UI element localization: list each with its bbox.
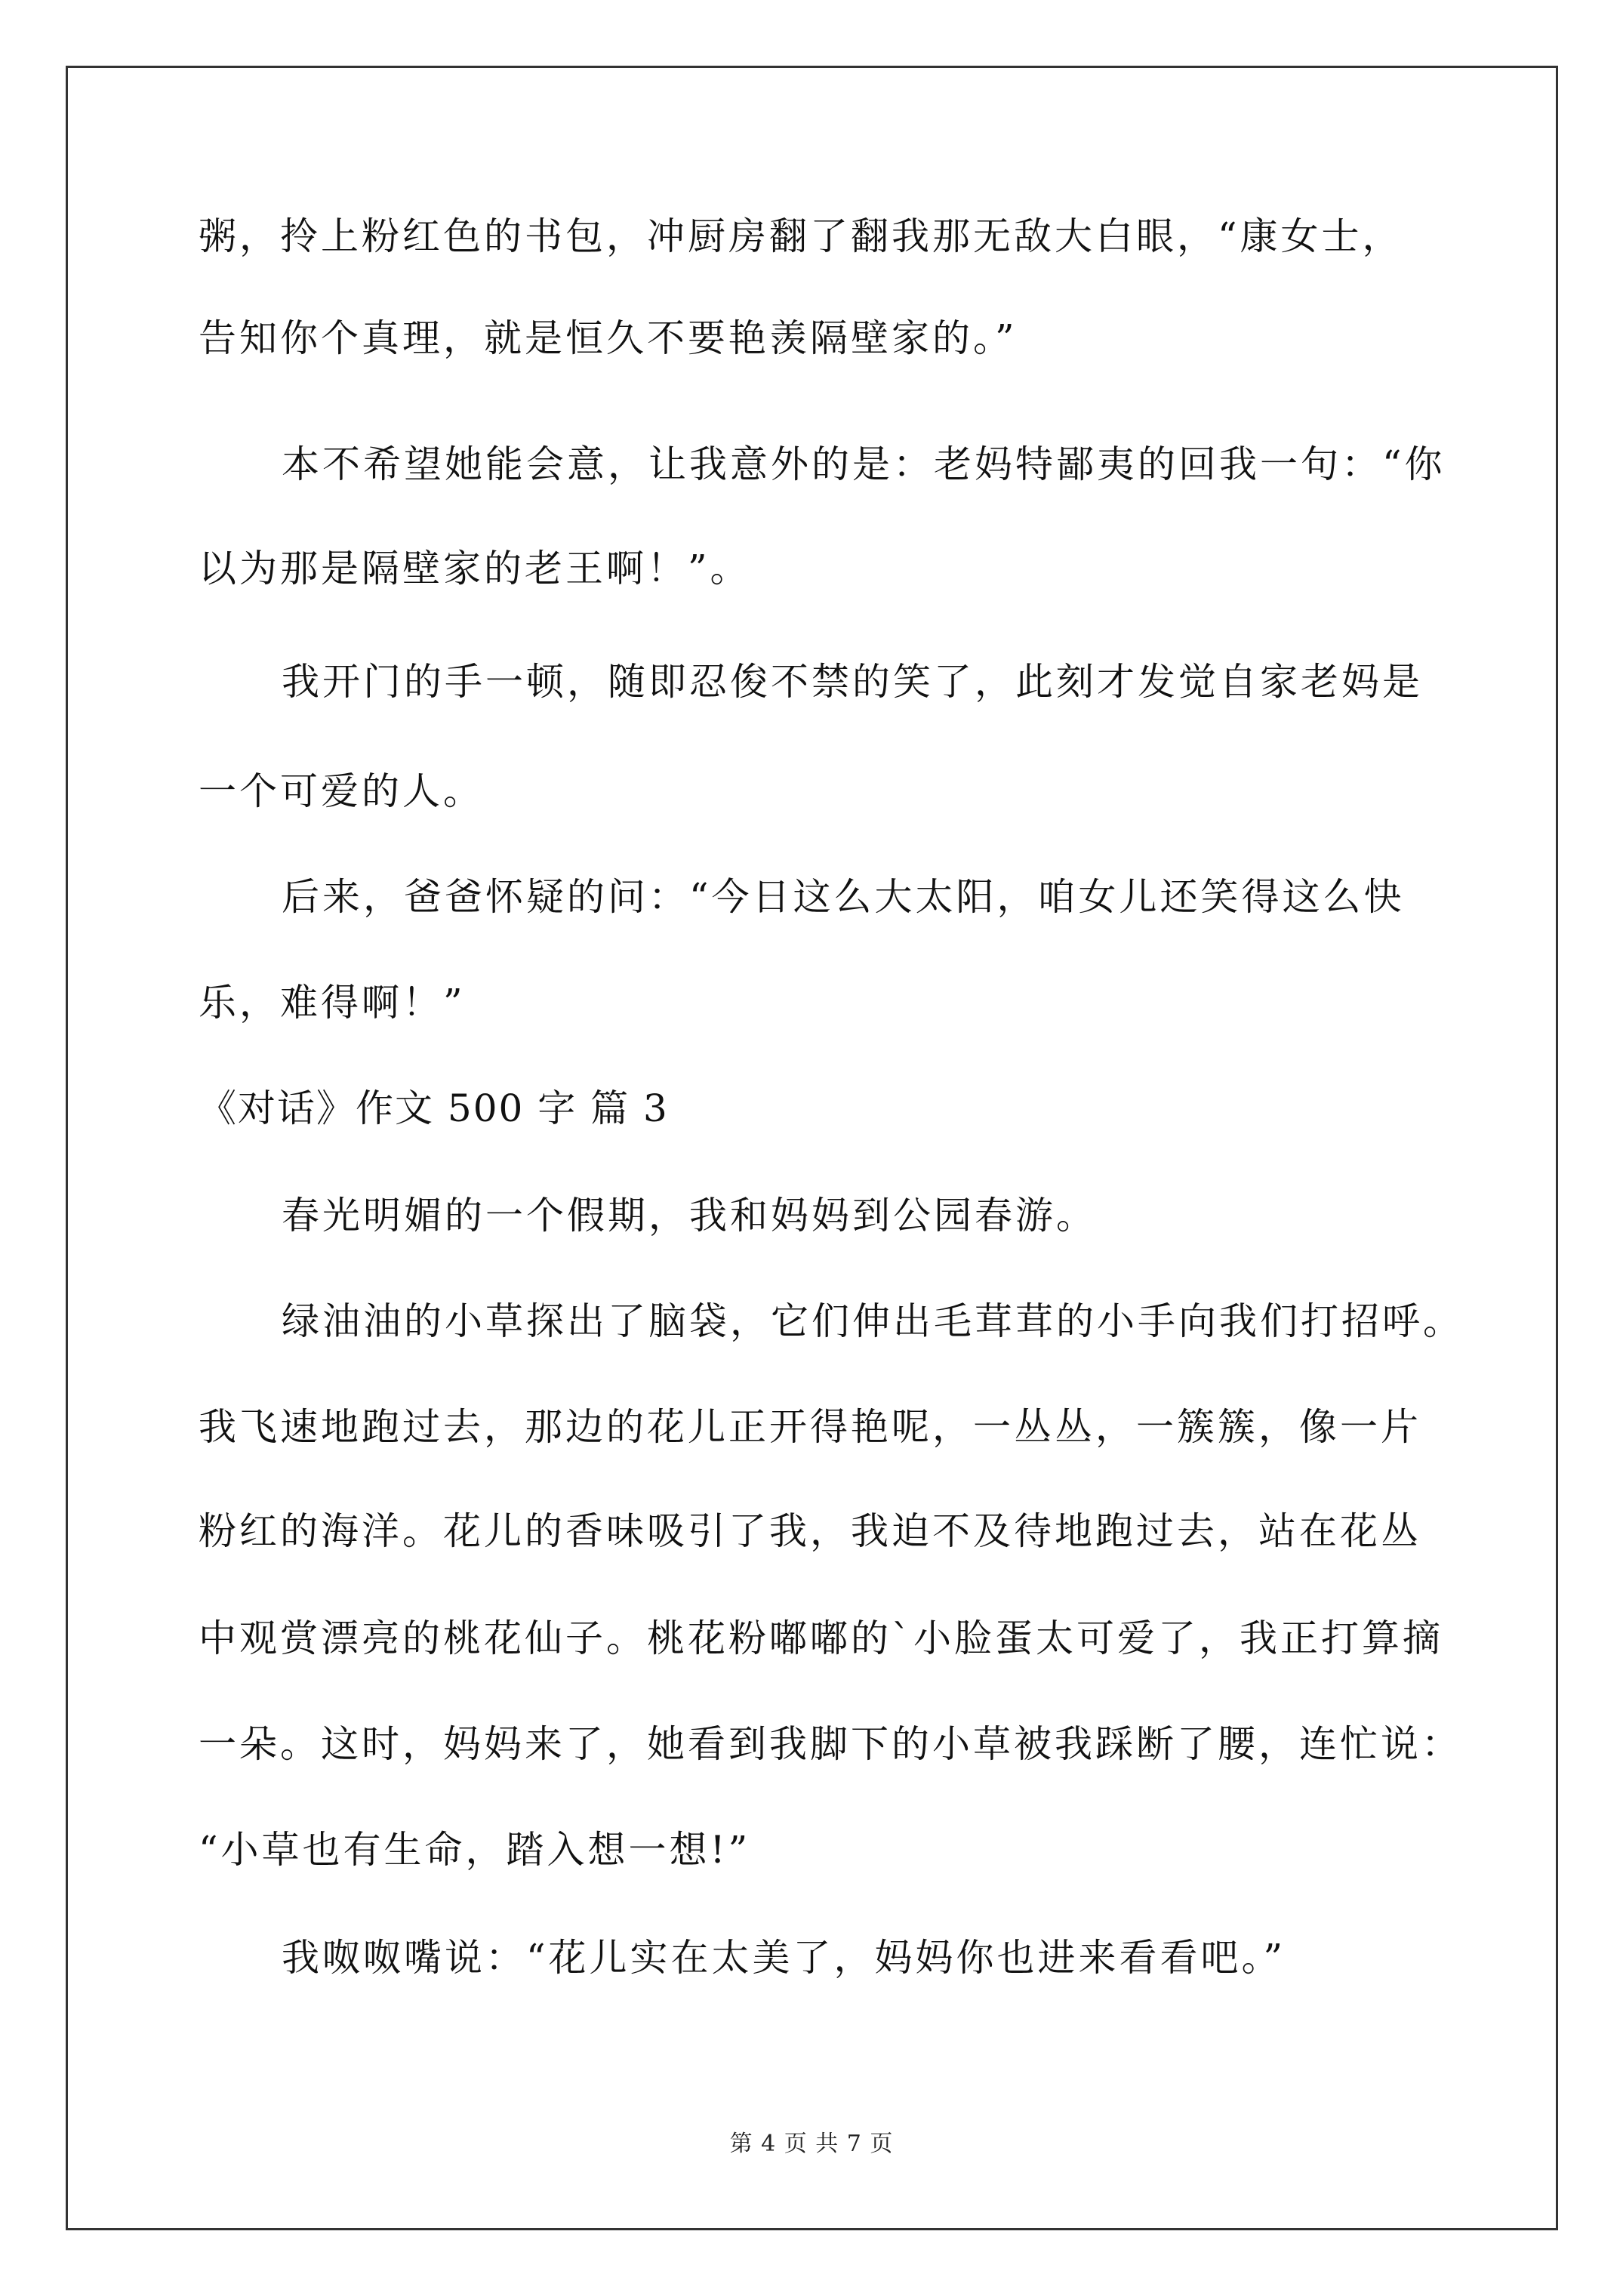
text-line: 我飞速地跑过去，那边的花儿正开得艳呢，一丛丛，一簇簇，像一片 <box>199 1405 1421 1449</box>
paragraph-start-line: 春光明媚的一个假期，我和妈妈到公园春游。 <box>282 1194 1097 1237</box>
paragraph-start-line: 我开门的手一顿，随即忍俊不禁的笑了，此刻才发觉自家老妈是 <box>282 660 1423 704</box>
page-border <box>66 66 1558 2230</box>
text-line: 以为那是隔壁家的老王啊！”。 <box>199 547 751 590</box>
text-line: 一朵。这时，妈妈来了，她看到我脚下的小草被我踩断了腰，连忙说： <box>199 1722 1462 1766</box>
paragraph-start-line: 我呶呶嘴说：“花儿实在太美了，妈妈你也进来看看吧。” <box>282 1936 1286 1980</box>
section-heading: 《对话》作文 500 字 篇 3 <box>199 1086 669 1130</box>
text-line: 告知你个真理，就是恒久不要艳羡隔壁家的。” <box>199 316 1018 360</box>
text-line: 乐，难得啊！” <box>199 981 466 1025</box>
text-line: 中观赏漂亮的桃花仙子。桃花粉嘟嘟的`小脸蛋太可爱了，我正打算摘 <box>199 1616 1443 1660</box>
page-number-footer: 第 4 页 共 7 页 <box>729 2131 894 2157</box>
text-line: 粉红的海洋。花儿的香味吸引了我，我迫不及待地跑过去，站在花丛 <box>199 1509 1421 1553</box>
text-line: 一个可爱的人。 <box>199 769 484 813</box>
paragraph-start-line: 绿油油的小草探出了脑袋，它们伸出毛茸茸的小手向我们打招呼。 <box>282 1299 1464 1343</box>
paragraph-start-line: 后来，爸爸怀疑的问：“今日这么大太阳，咱女儿还笑得这么快 <box>282 875 1405 919</box>
text-line: 粥，拎上粉红色的书包，冲厨房翻了翻我那无敌大白眼，“康女士， <box>199 214 1403 258</box>
paragraph-start-line: 本不希望她能会意，让我意外的是：老妈特鄙夷的回我一句：“你 <box>282 442 1446 486</box>
text-line: “小草也有生命，踏入想一想!” <box>199 1828 751 1872</box>
